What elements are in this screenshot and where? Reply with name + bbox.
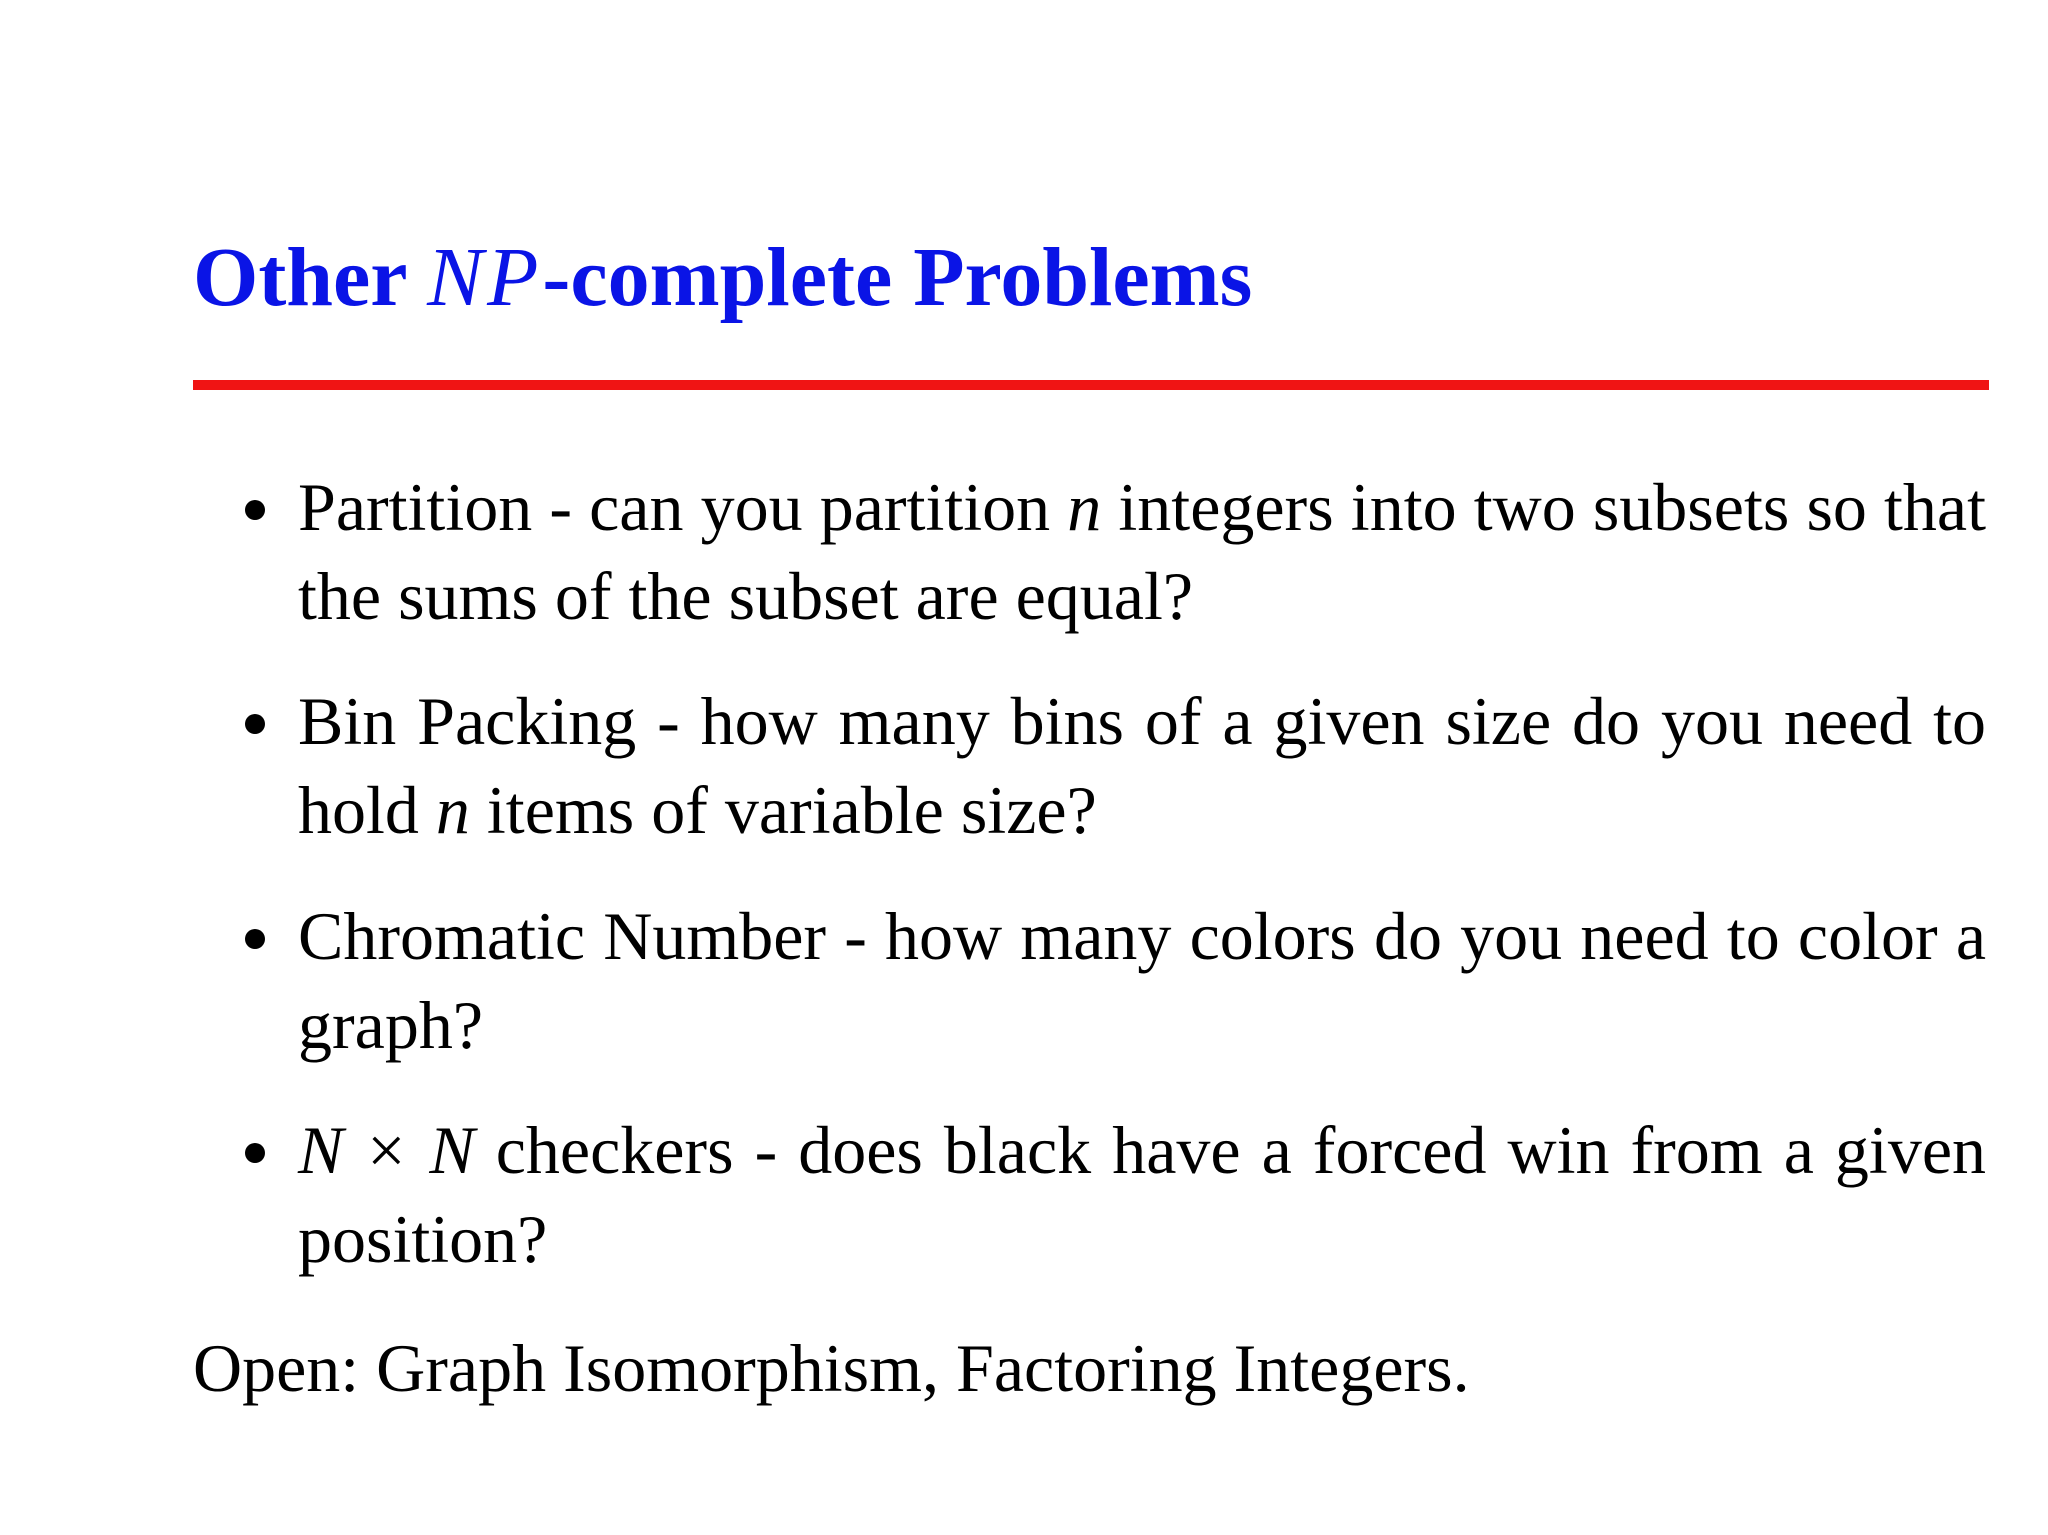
- bullet-text-before: Partition - can you partition: [298, 469, 1068, 545]
- title-prefix: Other: [193, 231, 428, 324]
- math-variable-n-left: N: [298, 1112, 344, 1188]
- times-operator: ×: [367, 1112, 406, 1188]
- title-suffix: -complete Problems: [542, 231, 1253, 324]
- title-math-np: NP: [427, 231, 543, 324]
- list-item-checkers: [298, 1106, 1986, 1284]
- bullet-text-after: checkers - does black have a forced win from a given position?: [298, 1112, 1986, 1277]
- bullet-dot: [245, 929, 265, 949]
- bullet-text-before: Bin Packing - how many bins of a given size do you need to hold: [298, 683, 1986, 848]
- list-item-partition: [298, 463, 1986, 641]
- bullet-text-after: items of variable size?: [469, 772, 1097, 848]
- list-item-chromatic-number: [298, 892, 1986, 1070]
- bullet-text-after: integers into two subsets so that the sums of the subset are equal?: [298, 469, 1986, 634]
- math-variable-n-right: N: [429, 1112, 475, 1188]
- list-item-bin-packing: [298, 677, 1986, 855]
- math-variable-n: n: [435, 772, 470, 848]
- bullet-dot: [245, 1143, 265, 1163]
- bullet-dot: [245, 714, 265, 734]
- math-variable-n: n: [1067, 469, 1102, 545]
- bullet-text: Chromatic Number - how many colors do you need to color a graph?: [298, 898, 1986, 1063]
- open-problems-note: Open: Graph Isomorphism, Factoring Integers.: [193, 1330, 1470, 1406]
- bullet-dot: [245, 500, 265, 520]
